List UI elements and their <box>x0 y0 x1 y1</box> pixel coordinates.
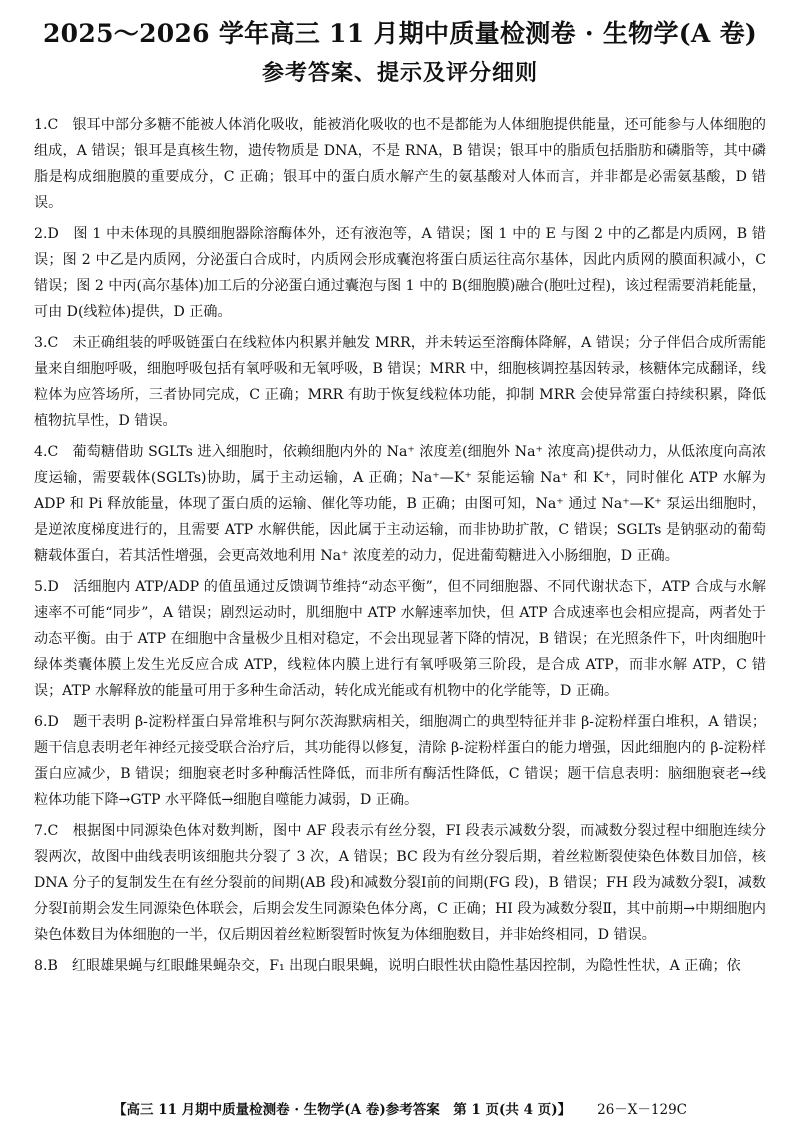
answer-item-2: 2.D 图 1 中未体现的具膜细胞器除溶酶体外，还有液泡等，A 错误；图 1 中的 E 与图 2 中的乙都是内质网，B 错误；图 2 中乙是内质网，分泌蛋白合成时，内质网会形成囊泡将蛋白质运往高尔基体，因此内质网的膜面积减小，C 错误；图 2 中丙(高尔基体)加工后的分泌蛋白通过囊泡与图 1 中的 B(细胞膜)融合(胞吐过程)，该过程需要消耗能量，可由 D(线粒体)提供，D 正确。 <box>34 226 766 320</box>
page-subtitle: 参考答案、提示及评分细则 <box>261 60 538 86</box>
answer-item-8: 8.B 红眼雄果蝇与红眼雌果蝇杂交，F₁ 出现白眼果蝇，说明白眼性状由隐性基因控制，为隐性性状，A 正确；依 <box>34 958 741 974</box>
answer-item-6: 6.D 题干表明 β-淀粉样蛋白异常堆积与阿尔茨海默病相关，细胞凋亡的典型特征并非 β-淀粉样蛋白堆积，A 错误；题干信息表明老年神经元接受联合治疗后，其功能得以修复，清除 β-淀粉样蛋白的能力增强，因此细胞内的 β-淀粉样蛋白应减少，B 错误；细胞衰老时多种酶活性降低，而非所有酶活性降低，C 错误；题干信息表明：脑细胞衰老→线粒体功能下降→GTP 水平降低→细胞自噬能力减弱，D 正确。 <box>34 714 766 808</box>
answer-item-5: 5.D 活细胞内 ATP/ADP 的值虽通过反馈调节维持“动态平衡”，但不同细胞器、不同代谢状态下，ATP 合成与水解速率不可能“同步”，A 错误；剧烈运动时，肌细胞中 ATP 水解速率加快，但 ATP 合成速率也会相应提高，两者处于动态平衡。由于 ATP 在细胞中含量极少且相对稳定，不会出现显著下降的情况，B 错误；在光照条件下，叶肉细胞叶绿体类囊体膜上发生光反应合成 ATP，线粒体内膜上进行有氧呼吸第三阶段，是合成 ATP，而非水解 ATP，C 错误；ATP 水解释放的能量可用于多种生命活动，转化成光能或有机物中的化学能等，D 正确。 <box>34 579 766 699</box>
answer-item-7: 7.C 根据图中同源染色体对数判断，图中 AF 段表示有丝分裂，FI 段表示减数分裂，而减数分裂过程中细胞连续分裂两次，故图中曲线表明该细胞共分裂了 3 次，A 错误；BC 段为有丝分裂后期，着丝粒断裂使染色体数目加倍，核 DNA 分子的复制发生在有丝分裂前的间期(AB 段)和减数分裂Ⅰ前的间期(FG 段)，B 错误；FH 段为减数分裂Ⅰ，减数分裂Ⅰ前期会发生同源染色体联会，后期会发生同源染色体分离，C 正确；HI 段为减数分裂Ⅱ，其中前期→中期细胞内染色体数目为体细胞的一半，仅后期因着丝粒断裂暂时恢复为体细胞数目，并非始终相同，D 错误。 <box>34 823 766 943</box>
answer-item-3: 3.C 未正确组装的呼吸链蛋白在线粒体内积累并触发 MRR，并未转运至溶酶体降解，A 错误；分子伴侣合成所需能量来自细胞呼吸，细胞呼吸包括有氧呼吸和无氧呼吸，B 错误；MRR 中，细胞核调控基因转录，核糖体完成翻译，线粒体为应答场所，三者协同完成，C 正确；MRR 有助于恢复线粒体功能，抑制 MRR 会使异常蛋白持续积累，降低植物抗旱性，D 错误。 <box>34 335 766 429</box>
page-footer <box>0 1098 800 1118</box>
page-title: 2025～2026 学年高三 11 月期中质量检测卷 · 生物学(A 卷) <box>42 19 758 48</box>
answer-item-1: 1.C 银耳中部分多糖不能被人体消化吸收，能被消化吸收的也不是都能为人体细胞提供能量，还可能参与人体细胞的组成，A 错误；银耳是真核生物，遗传物质是 DNA，不是 RNA，B 错误；银耳中的脂质包括脂肪和磷脂等，其中磷脂是构成细胞膜的重要成分，C 正确；银耳中的蛋白质水解产生的氨基酸对人体而言，并非都是必需氨基酸，D 错误。 <box>34 117 766 211</box>
footer-label: 【高三 11 月期中质量检测卷 · 生物学(A 卷)参考答案 第 1 页(共 4 页)】 <box>113 1102 572 1118</box>
answer-item-4: 4.C 葡萄糖借助 SGLTs 进入细胞时，依赖细胞内外的 Na⁺ 浓度差(细胞外 Na⁺ 浓度高)提供动力，从低浓度向高浓度运输，需要载体(SGLTs)协助，属于主动运输，A 正确；Na⁺—K⁺ 泵能运输 Na⁺ 和 K⁺，同时催化 ATP 水解为 ADP 和 Pi 释放能量，体现了蛋白质的运输、催化等功能，B 正确；由图可知，Na⁺ 通过 Na⁺—K⁺ 泵运出细胞时，是逆浓度梯度进行的，且需要 ATP 水解供能，因此属于主动运输，而非协助扩散，C 错误；SGLTs 是钠驱动的葡萄糖载体蛋白，若其活性增强，会更高效地利用 Na⁺ 浓度差的动力，促进葡萄糖进入小肠细胞，D 正确。 <box>34 444 766 564</box>
footer-code: 26－X－129C <box>597 1102 687 1118</box>
answers-list <box>34 112 766 984</box>
